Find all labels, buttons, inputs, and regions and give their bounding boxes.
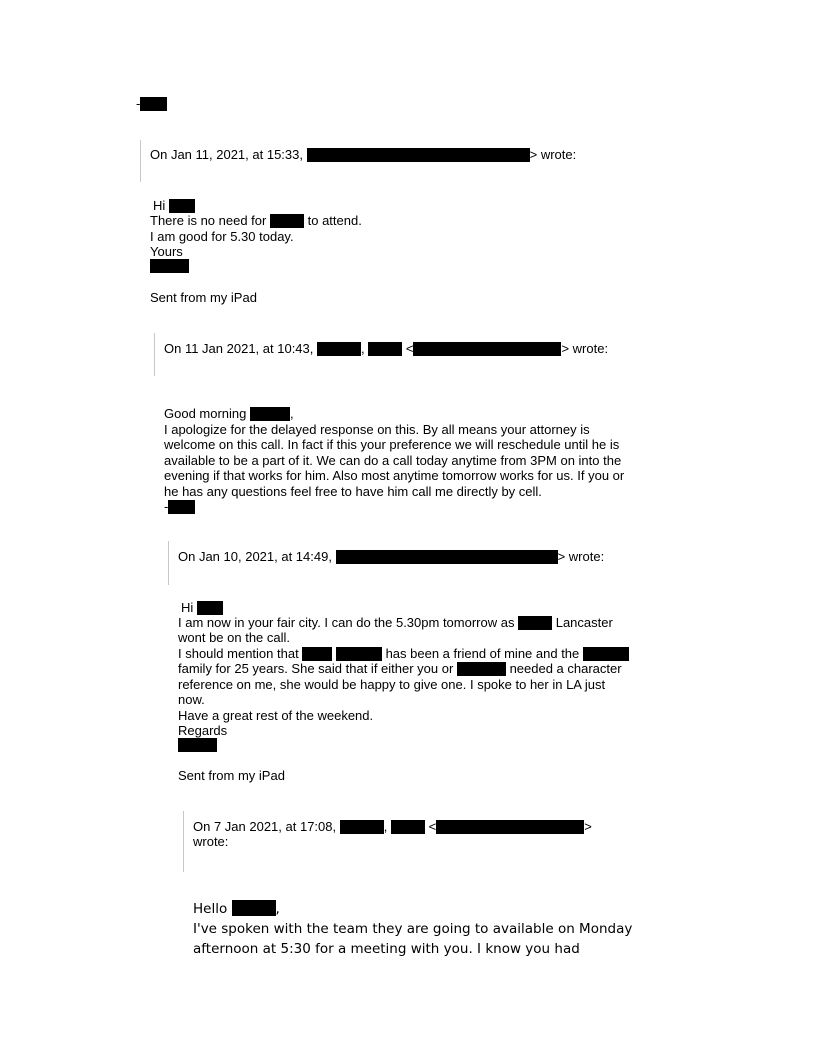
body-text: Lancaster [555,615,613,630]
redaction-box [340,820,384,834]
body-line: now. [178,692,205,707]
header-gt: > [584,819,592,834]
reply-header [178,549,604,565]
body-text: to attend. [307,213,362,228]
reply-header-prefix: On Jan 10, 2021, at 14:49, [178,549,332,564]
redaction-box [270,214,304,228]
quote-bar [183,811,184,872]
greeting-punct: , [290,406,294,421]
signature-line [136,96,167,112]
header-comma: , [383,819,388,834]
redaction-box [518,616,552,630]
redaction-box [457,662,506,676]
redaction-box [178,738,217,752]
reply-header [164,341,608,357]
redaction-box [250,407,290,421]
body-line: Yours [150,244,183,259]
greeting-punct: , [275,901,280,917]
quote-bar [154,333,155,376]
redaction-box [436,820,584,834]
reply-header-suffix: > wrote: [557,549,605,564]
body-line: he has any questions feel free to have him call me directly by cell. [164,484,542,499]
greeting [181,600,223,616]
greeting-text: Good morning [164,406,247,421]
body-line: available to be a part of it. We can do a call today anytime from 3PM on into the [164,453,622,468]
header-comma: , [361,341,365,356]
reply-header [150,147,576,163]
body-line [178,661,622,677]
body-text: I should mention that [178,646,299,661]
redaction-box [413,342,561,356]
header-lt: < [405,341,414,356]
reply-header-suffix: > wrote: [561,341,609,356]
reply-header-suffix: wrote: [193,834,229,849]
redaction-box [197,601,223,615]
quote-bar [140,140,141,182]
body-text: family for 25 years. She said that if either you or [178,661,454,676]
redaction-box [169,199,195,213]
redaction-box [336,550,558,564]
redaction-box [583,647,629,661]
body-line: I am good for 5.30 today. [150,229,294,244]
reply-header-prefix: On 11 Jan 2021, at 10:43, [164,341,314,356]
body-text: needed a character [509,661,622,676]
greeting [153,198,195,214]
greeting-text: Hello [193,901,228,917]
redaction-box [317,342,361,356]
redaction-box [336,647,382,661]
redaction-box [150,259,189,273]
redaction-box [302,647,332,661]
greeting-text: Hi [181,600,194,615]
body-text: has been a friend of mine and the [385,646,580,661]
sent-from-footer: Sent from my iPad [150,290,257,305]
reply-header-prefix: On 7 Jan 2021, at 17:08, [193,819,337,834]
body-line: evening if that works for him. Also most anytime tomorrow works for us. If you or [164,468,625,483]
redaction-box [140,97,167,111]
quote-bar [168,541,169,585]
body-line: reference on me, she would be happy to give one. I spoke to her in LA just [178,677,606,692]
body-line: I've spoken with the team they are going to available on Monday [193,921,633,937]
body-line [150,213,362,229]
body-text: I am now in your fair city. I can do the 5.30pm tomorrow as [178,615,515,630]
redaction-box [391,820,425,834]
reply-header [193,819,592,835]
reply-header-suffix: > wrote: [529,147,577,162]
body-line: Regards [178,723,228,738]
redaction-box [368,342,402,356]
signature-dash: - [136,96,141,111]
sent-from-footer: Sent from my iPad [178,768,285,783]
body-line: Have a great rest of the weekend. [178,708,374,723]
body-line: I apologize for the delayed response on this. By all means your attorney is [164,422,590,437]
header-lt: < [428,819,437,834]
redaction-box [232,900,276,916]
redaction-box [168,500,195,514]
greeting [193,900,280,920]
redaction-box [307,148,530,162]
signature-dash: - [164,499,169,514]
body-line: welcome on this call. In fact if this your preference we will reschedule until he is [164,437,620,452]
greeting-text: Hi [153,198,166,213]
body-line [178,615,613,631]
greeting [164,406,294,422]
reply-header-prefix: On Jan 11, 2021, at 15:33, [150,147,303,162]
body-line [178,646,629,662]
signature-line [164,499,195,515]
body-line: afternoon at 5:30 for a meeting with you. I know you had [193,941,580,957]
body-line: wont be on the call. [178,630,291,645]
body-text: There is no need for [150,213,267,228]
